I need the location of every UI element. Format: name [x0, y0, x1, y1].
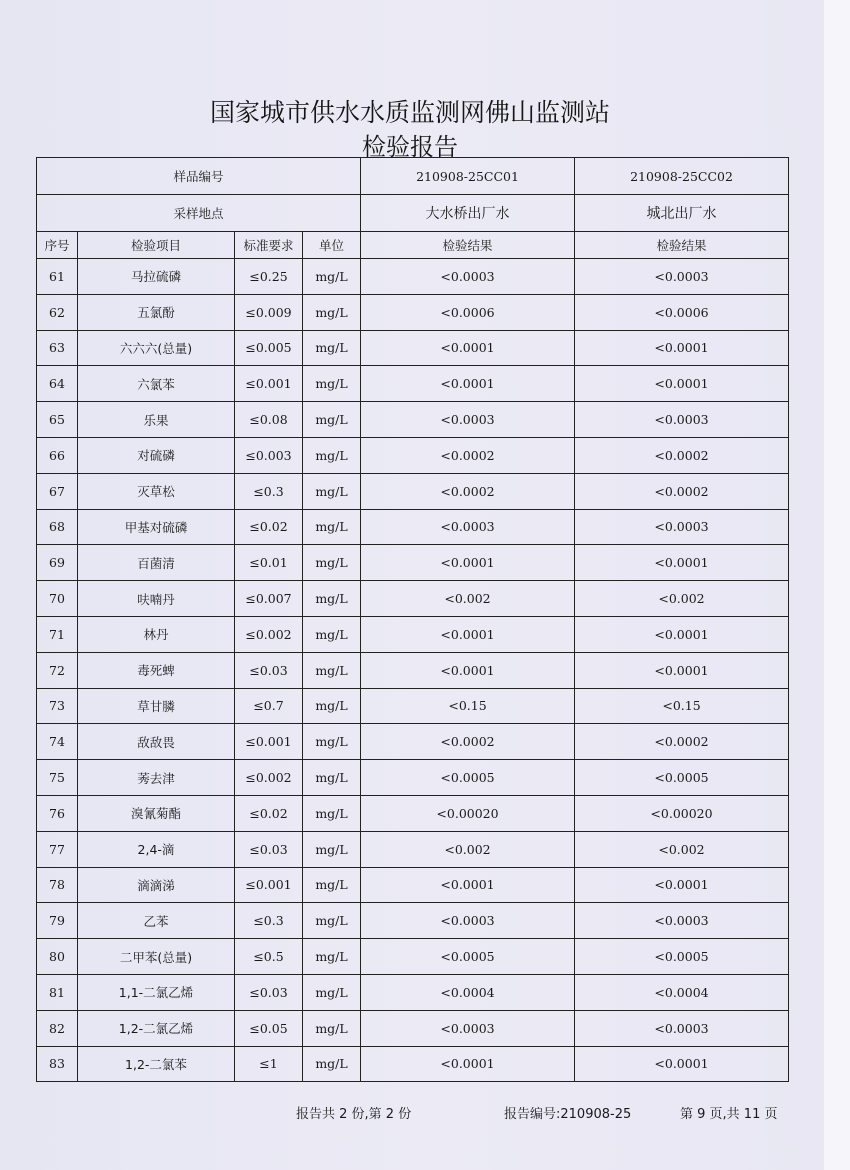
row-unit: mg/L	[303, 545, 361, 581]
site-2: 城北出厂水	[575, 195, 789, 232]
row-result-2: <0.0002	[575, 437, 789, 473]
row-item: 滴滴涕	[78, 867, 235, 903]
row-item: 甲基对硫磷	[78, 509, 235, 545]
row-standard: ≤0.001	[235, 867, 303, 903]
row-unit: mg/L	[303, 903, 361, 939]
row-result-1: <0.0001	[361, 652, 575, 688]
row-result-2: <0.0002	[575, 473, 789, 509]
row-result-2: <0.0001	[575, 366, 789, 402]
row-standard: ≤0.02	[235, 795, 303, 831]
row-standard: ≤0.03	[235, 831, 303, 867]
table-row	[37, 831, 789, 867]
row-seq: 72	[37, 652, 78, 688]
row-seq: 70	[37, 581, 78, 617]
page-number: 第 9 页,共 11 页	[680, 1107, 778, 1122]
row-item: 呋喃丹	[78, 581, 235, 617]
row-item: 马拉硫磷	[78, 259, 235, 295]
row-unit: mg/L	[303, 688, 361, 724]
row-item: 莠去津	[78, 760, 235, 796]
row-item: 百菌清	[78, 545, 235, 581]
table-row	[37, 939, 789, 975]
row-seq: 73	[37, 688, 78, 724]
row-unit: mg/L	[303, 402, 361, 438]
results-table	[36, 157, 789, 1082]
row-seq: 80	[37, 939, 78, 975]
row-unit: mg/L	[303, 366, 361, 402]
row-standard: ≤0.7	[235, 688, 303, 724]
row-result-2: <0.0003	[575, 259, 789, 295]
row-item: 2,4-滴	[78, 831, 235, 867]
col-item: 检验项目	[78, 232, 235, 259]
row-result-1: <0.0001	[361, 867, 575, 903]
row-result-2: <0.0004	[575, 974, 789, 1010]
row-item: 1,2-二氯苯	[78, 1046, 235, 1082]
table-row	[37, 760, 789, 796]
row-result-2: <0.0001	[575, 616, 789, 652]
row-seq: 79	[37, 903, 78, 939]
table-row	[37, 473, 789, 509]
row-result-2: <0.0003	[575, 1010, 789, 1046]
row-result-1: <0.0004	[361, 974, 575, 1010]
row-seq: 83	[37, 1046, 78, 1082]
table-row	[37, 724, 789, 760]
row-unit: mg/L	[303, 939, 361, 975]
column-header-row	[37, 232, 789, 259]
row-result-1: <0.002	[361, 831, 575, 867]
table-row	[37, 581, 789, 617]
col-standard: 标准要求	[235, 232, 303, 259]
row-unit: mg/L	[303, 330, 361, 366]
row-result-1: <0.0001	[361, 545, 575, 581]
table-row	[37, 652, 789, 688]
row-item: 乙苯	[78, 903, 235, 939]
col-seq: 序号	[37, 232, 78, 259]
row-standard: ≤0.08	[235, 402, 303, 438]
row-result-2: <0.15	[575, 688, 789, 724]
copies-note: 报告共 2 份,第 2 份	[296, 1107, 412, 1122]
row-item: 对硫磷	[78, 437, 235, 473]
row-result-2: <0.0005	[575, 939, 789, 975]
row-seq: 62	[37, 294, 78, 330]
sample-no-2: 210908-25CC02	[575, 158, 789, 195]
site-1: 大水桥出厂水	[361, 195, 575, 232]
row-item: 二甲苯(总量)	[78, 939, 235, 975]
row-standard: ≤0.02	[235, 509, 303, 545]
row-result-1: <0.0002	[361, 437, 575, 473]
row-unit: mg/L	[303, 760, 361, 796]
row-result-2: <0.0001	[575, 330, 789, 366]
sample-no-label: 样品编号	[37, 158, 361, 195]
table-row	[37, 1046, 789, 1082]
row-standard: ≤0.3	[235, 473, 303, 509]
row-standard: ≤0.009	[235, 294, 303, 330]
row-item: 草甘膦	[78, 688, 235, 724]
report-number: 报告编号:210908-25	[504, 1107, 632, 1122]
table-row	[37, 1010, 789, 1046]
row-unit: mg/L	[303, 795, 361, 831]
table-row	[37, 795, 789, 831]
row-item: 乐果	[78, 402, 235, 438]
row-result-2: <0.0002	[575, 724, 789, 760]
row-result-2: <0.002	[575, 831, 789, 867]
report-subtitle: 检验报告	[362, 133, 458, 161]
report-title: 国家城市供水水质监测网佛山监测站	[209, 98, 610, 127]
row-result-1: <0.0003	[361, 259, 575, 295]
table-row	[37, 545, 789, 581]
row-result-1: <0.0006	[361, 294, 575, 330]
row-seq: 61	[37, 259, 78, 295]
row-seq: 65	[37, 402, 78, 438]
table-row	[37, 402, 789, 438]
row-unit: mg/L	[303, 652, 361, 688]
row-item: 五氯酚	[78, 294, 235, 330]
row-seq: 74	[37, 724, 78, 760]
row-unit: mg/L	[303, 724, 361, 760]
row-seq: 77	[37, 831, 78, 867]
row-seq: 78	[37, 867, 78, 903]
row-seq: 71	[37, 616, 78, 652]
col-unit: 单位	[303, 232, 361, 259]
row-unit: mg/L	[303, 616, 361, 652]
row-standard: ≤1	[235, 1046, 303, 1082]
row-item: 敌敌畏	[78, 724, 235, 760]
row-seq: 68	[37, 509, 78, 545]
row-result-1: <0.0003	[361, 1010, 575, 1046]
row-item: 灭草松	[78, 473, 235, 509]
row-unit: mg/L	[303, 437, 361, 473]
row-result-2: <0.002	[575, 581, 789, 617]
scan-edge	[824, 0, 850, 1170]
row-result-1: <0.0005	[361, 760, 575, 796]
row-standard: ≤0.3	[235, 903, 303, 939]
row-seq: 66	[37, 437, 78, 473]
row-seq: 63	[37, 330, 78, 366]
row-unit: mg/L	[303, 294, 361, 330]
row-unit: mg/L	[303, 867, 361, 903]
row-item: 林丹	[78, 616, 235, 652]
table-row	[37, 616, 789, 652]
row-result-1: <0.0002	[361, 724, 575, 760]
col-result-1: 检验结果	[361, 232, 575, 259]
row-standard: ≤0.005	[235, 330, 303, 366]
row-standard: ≤0.002	[235, 760, 303, 796]
table-row	[37, 366, 789, 402]
row-result-1: <0.0005	[361, 939, 575, 975]
row-result-1: <0.0001	[361, 366, 575, 402]
row-result-1: <0.0001	[361, 1046, 575, 1082]
row-item: 六氯苯	[78, 366, 235, 402]
row-result-2: <0.0006	[575, 294, 789, 330]
row-result-2: <0.0001	[575, 1046, 789, 1082]
row-unit: mg/L	[303, 509, 361, 545]
row-result-1: <0.0003	[361, 509, 575, 545]
row-result-2: <0.0001	[575, 652, 789, 688]
row-item: 1,2-二氯乙烯	[78, 1010, 235, 1046]
row-unit: mg/L	[303, 974, 361, 1010]
row-unit: mg/L	[303, 1010, 361, 1046]
row-result-1: <0.15	[361, 688, 575, 724]
row-result-1: <0.0001	[361, 330, 575, 366]
table-row	[37, 437, 789, 473]
table-row	[37, 974, 789, 1010]
table-row	[37, 867, 789, 903]
row-unit: mg/L	[303, 1046, 361, 1082]
table-row	[37, 903, 789, 939]
row-result-1: <0.0003	[361, 402, 575, 438]
row-standard: ≤0.03	[235, 652, 303, 688]
row-seq: 75	[37, 760, 78, 796]
site-row	[37, 195, 789, 232]
sample-no-1: 210908-25CC01	[361, 158, 575, 195]
row-item: 溴氰菊酯	[78, 795, 235, 831]
row-standard: ≤0.002	[235, 616, 303, 652]
row-standard: ≤0.003	[235, 437, 303, 473]
site-label: 采样地点	[37, 195, 361, 232]
row-item: 毒死蜱	[78, 652, 235, 688]
row-standard: ≤0.001	[235, 724, 303, 760]
row-result-2: <0.0003	[575, 903, 789, 939]
col-result-2: 检验结果	[575, 232, 789, 259]
row-result-2: <0.0001	[575, 545, 789, 581]
row-seq: 76	[37, 795, 78, 831]
row-standard: ≤0.01	[235, 545, 303, 581]
row-seq: 82	[37, 1010, 78, 1046]
row-unit: mg/L	[303, 581, 361, 617]
row-result-1: <0.0001	[361, 616, 575, 652]
table-row	[37, 688, 789, 724]
row-standard: ≤0.05	[235, 1010, 303, 1046]
row-standard: ≤0.03	[235, 974, 303, 1010]
row-result-2: <0.0003	[575, 402, 789, 438]
row-unit: mg/L	[303, 831, 361, 867]
row-result-1: <0.0003	[361, 903, 575, 939]
row-result-2: <0.0005	[575, 760, 789, 796]
row-standard: ≤0.007	[235, 581, 303, 617]
row-standard: ≤0.001	[235, 366, 303, 402]
row-seq: 69	[37, 545, 78, 581]
row-standard: ≤0.25	[235, 259, 303, 295]
row-seq: 81	[37, 974, 78, 1010]
row-result-2: <0.00020	[575, 795, 789, 831]
row-result-2: <0.0001	[575, 867, 789, 903]
row-unit: mg/L	[303, 259, 361, 295]
row-standard: ≤0.5	[235, 939, 303, 975]
row-result-1: <0.00020	[361, 795, 575, 831]
table-row	[37, 509, 789, 545]
table-row	[37, 259, 789, 295]
row-item: 六六六(总量)	[78, 330, 235, 366]
sample-no-row	[37, 158, 789, 195]
table-row	[37, 330, 789, 366]
row-result-1: <0.0002	[361, 473, 575, 509]
row-item: 1,1-二氯乙烯	[78, 974, 235, 1010]
row-unit: mg/L	[303, 473, 361, 509]
row-seq: 64	[37, 366, 78, 402]
row-result-2: <0.0003	[575, 509, 789, 545]
row-result-1: <0.002	[361, 581, 575, 617]
table-row	[37, 294, 789, 330]
row-seq: 67	[37, 473, 78, 509]
